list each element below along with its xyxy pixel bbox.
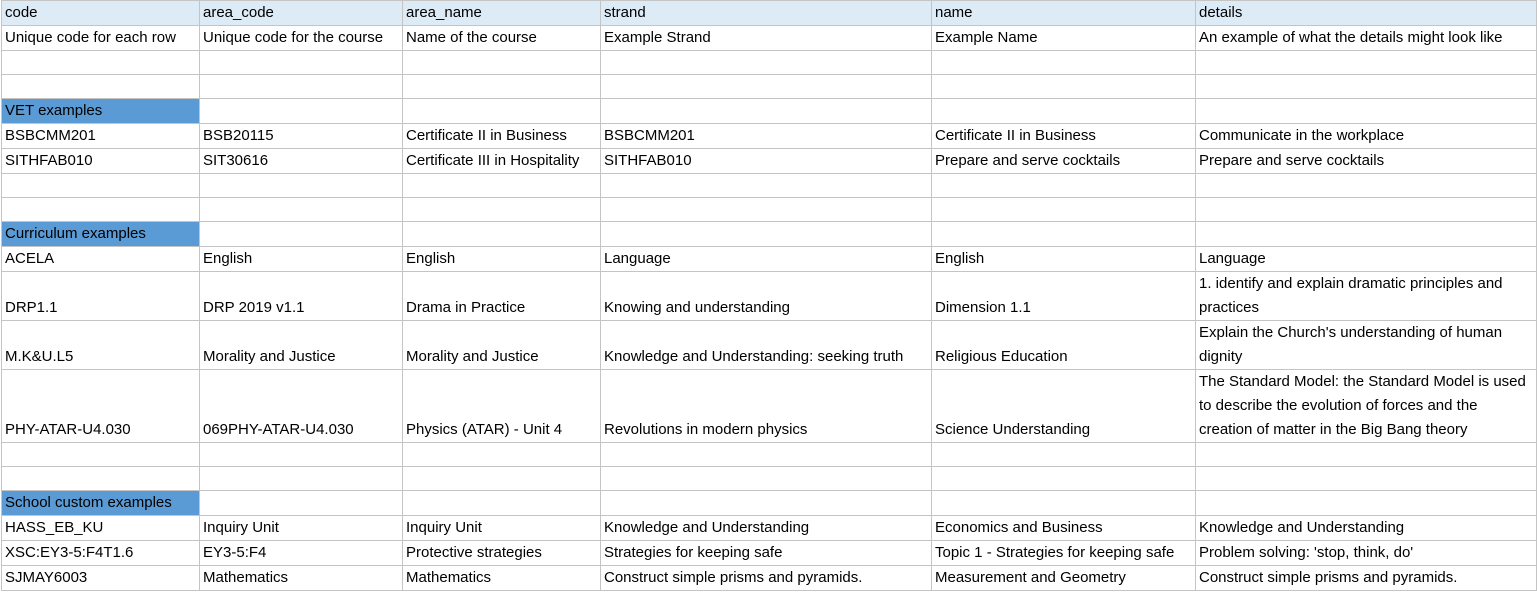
header-cell-name[interactable]: name [932,1,1196,26]
empty-row [2,467,1537,491]
table-row [2,370,1537,443]
empty-cell[interactable] [2,75,200,99]
empty-cell[interactable] [1196,75,1537,99]
cell-area-code[interactable]: Mathematics [200,566,403,591]
cell-area-name[interactable]: Physics (ATAR) - Unit 4 [403,370,601,443]
table-row [2,26,1537,51]
cell-name[interactable]: Dimension 1.1 [932,272,1196,321]
cell-area-name[interactable]: Name of the course [403,26,601,51]
cell-name[interactable]: Topic 1 - Strategies for keeping safe [932,541,1196,566]
empty-cell[interactable] [403,198,601,222]
empty-cell[interactable] [932,222,1196,247]
section-label-cell[interactable]: School custom examples [2,491,200,516]
empty-cell[interactable] [1196,222,1537,247]
cell-strand[interactable]: Knowledge and Understanding: seeking truth [601,321,932,370]
cell-code[interactable]: DRP1.1 [2,272,200,321]
cell-strand[interactable]: Construct simple prisms and pyramids. [601,566,932,591]
cell-strand[interactable]: Language [601,247,932,272]
empty-cell[interactable] [2,174,200,198]
table-row [2,247,1537,272]
empty-row [2,174,1537,198]
cell-code[interactable]: XSC:EY3-5:F4T1.6 [2,541,200,566]
empty-cell[interactable] [200,174,403,198]
empty-cell[interactable] [2,467,200,491]
cell-area-name[interactable]: Drama in Practice [403,272,601,321]
cell-name[interactable]: Certificate II in Business [932,124,1196,149]
cell-area-code[interactable]: Inquiry Unit [200,516,403,541]
empty-cell[interactable] [403,222,601,247]
table-row [2,124,1537,149]
header-cell-area-code[interactable]: area_code [200,1,403,26]
empty-cell[interactable] [403,491,601,516]
empty-cell[interactable] [1196,491,1537,516]
empty-cell[interactable] [601,51,932,75]
empty-row [2,75,1537,99]
empty-cell[interactable] [200,491,403,516]
cell-details[interactable]: Communicate in the workplace [1196,124,1537,149]
cell-details[interactable]: An example of what the details might look like [1196,26,1537,51]
empty-cell[interactable] [200,222,403,247]
empty-cell[interactable] [403,99,601,124]
empty-cell[interactable] [1196,99,1537,124]
table-row [2,149,1537,174]
empty-cell[interactable] [601,99,932,124]
cell-code[interactable]: Unique code for each row [2,26,200,51]
cell-details[interactable]: 1. identify and explain dramatic principles and practices [1196,272,1537,321]
cell-name[interactable]: Economics and Business [932,516,1196,541]
cell-details[interactable]: Knowledge and Understanding [1196,516,1537,541]
cell-code[interactable]: HASS_EB_KU [2,516,200,541]
cell-strand[interactable]: Knowing and understanding [601,272,932,321]
cell-name[interactable]: Measurement and Geometry [932,566,1196,591]
cell-code[interactable]: ACELA [2,247,200,272]
empty-cell[interactable] [932,443,1196,467]
cell-name[interactable]: Religious Education [932,321,1196,370]
cell-area-code[interactable]: BSB20115 [200,124,403,149]
empty-cell[interactable] [403,75,601,99]
cell-name[interactable]: Example Name [932,26,1196,51]
cell-area-name[interactable]: English [403,247,601,272]
empty-cell[interactable] [200,198,403,222]
empty-cell[interactable] [932,174,1196,198]
empty-cell[interactable] [601,174,932,198]
empty-cell[interactable] [1196,51,1537,75]
empty-cell[interactable] [403,51,601,75]
cell-name[interactable]: Prepare and serve cocktails [932,149,1196,174]
cell-code[interactable]: SJMAY6003 [2,566,200,591]
table-row [2,321,1537,370]
empty-cell[interactable] [2,51,200,75]
cell-strand[interactable]: Strategies for keeping safe [601,541,932,566]
spreadsheet-grid [1,0,1537,591]
empty-cell[interactable] [1196,443,1537,467]
empty-cell[interactable] [2,198,200,222]
empty-cell[interactable] [932,198,1196,222]
empty-cell[interactable] [403,174,601,198]
cell-area-name[interactable]: Protective strategies [403,541,601,566]
cell-area-code[interactable]: English [200,247,403,272]
cell-code[interactable]: PHY-ATAR-U4.030 [2,370,200,443]
empty-cell[interactable] [601,75,932,99]
cell-area-code[interactable]: SIT30616 [200,149,403,174]
cell-details[interactable]: Language [1196,247,1537,272]
cell-code[interactable]: SITHFAB010 [2,149,200,174]
empty-cell[interactable] [200,443,403,467]
empty-cell[interactable] [932,491,1196,516]
empty-cell[interactable] [1196,467,1537,491]
empty-row [2,51,1537,75]
header-cell-strand[interactable]: strand [601,1,932,26]
section-label-cell[interactable]: Curriculum examples [2,222,200,247]
section-label-cell[interactable]: VET examples [2,99,200,124]
section-row [2,491,1537,516]
cell-details[interactable]: Prepare and serve cocktails [1196,149,1537,174]
cell-strand[interactable]: SITHFAB010 [601,149,932,174]
header-cell-code[interactable]: code [2,1,200,26]
cell-strand[interactable]: BSBCMM201 [601,124,932,149]
spreadsheet-body [2,1,1537,591]
empty-cell[interactable] [200,99,403,124]
empty-row [2,443,1537,467]
cell-details[interactable]: Problem solving: 'stop, think, do' [1196,541,1537,566]
empty-cell[interactable] [601,467,932,491]
cell-details[interactable]: The Standard Model: the Standard Model is used to describe the evolution of forces and the creation of matter in the Big Bang theory [1196,370,1537,443]
table-row [2,541,1537,566]
section-row [2,99,1537,124]
empty-cell[interactable] [403,443,601,467]
table-row [2,516,1537,541]
cell-area-name[interactable]: Certificate II in Business [403,124,601,149]
empty-cell[interactable] [932,99,1196,124]
empty-row [2,198,1537,222]
empty-cell[interactable] [200,467,403,491]
empty-cell[interactable] [601,491,932,516]
cell-area-name[interactable]: Certificate III in Hospitality [403,149,601,174]
cell-code[interactable]: M.K&U.L5 [2,321,200,370]
cell-strand[interactable]: Revolutions in modern physics [601,370,932,443]
cell-area-code[interactable]: Unique code for the course [200,26,403,51]
empty-cell[interactable] [2,443,200,467]
empty-cell[interactable] [601,222,932,247]
cell-code[interactable]: BSBCMM201 [2,124,200,149]
empty-cell[interactable] [200,51,403,75]
empty-cell[interactable] [200,75,403,99]
cell-strand[interactable]: Knowledge and Understanding [601,516,932,541]
section-row [2,222,1537,247]
table-row [2,272,1537,321]
cell-area-name[interactable]: Morality and Justice [403,321,601,370]
cell-area-name[interactable]: Mathematics [403,566,601,591]
empty-cell[interactable] [932,75,1196,99]
empty-cell[interactable] [932,467,1196,491]
empty-cell[interactable] [601,198,932,222]
cell-name[interactable]: English [932,247,1196,272]
header-cell-area-name[interactable]: area_name [403,1,601,26]
cell-name[interactable]: Science Understanding [932,370,1196,443]
cell-area-code[interactable]: Morality and Justice [200,321,403,370]
table-row [2,566,1537,591]
empty-cell[interactable] [1196,198,1537,222]
empty-cell[interactable] [932,51,1196,75]
cell-details[interactable]: Explain the Church's understanding of human dignity [1196,321,1537,370]
cell-area-code[interactable]: EY3-5:F4 [200,541,403,566]
cell-area-name[interactable]: Inquiry Unit [403,516,601,541]
empty-cell[interactable] [601,443,932,467]
cell-area-code[interactable]: DRP 2019 v1.1 [200,272,403,321]
header-cell-details[interactable]: details [1196,1,1537,26]
cell-strand[interactable]: Example Strand [601,26,932,51]
cell-area-code[interactable]: 069PHY-ATAR-U4.030 [200,370,403,443]
header-row [2,1,1537,26]
empty-cell[interactable] [1196,174,1537,198]
cell-details[interactable]: Construct simple prisms and pyramids. [1196,566,1537,591]
empty-cell[interactable] [403,467,601,491]
